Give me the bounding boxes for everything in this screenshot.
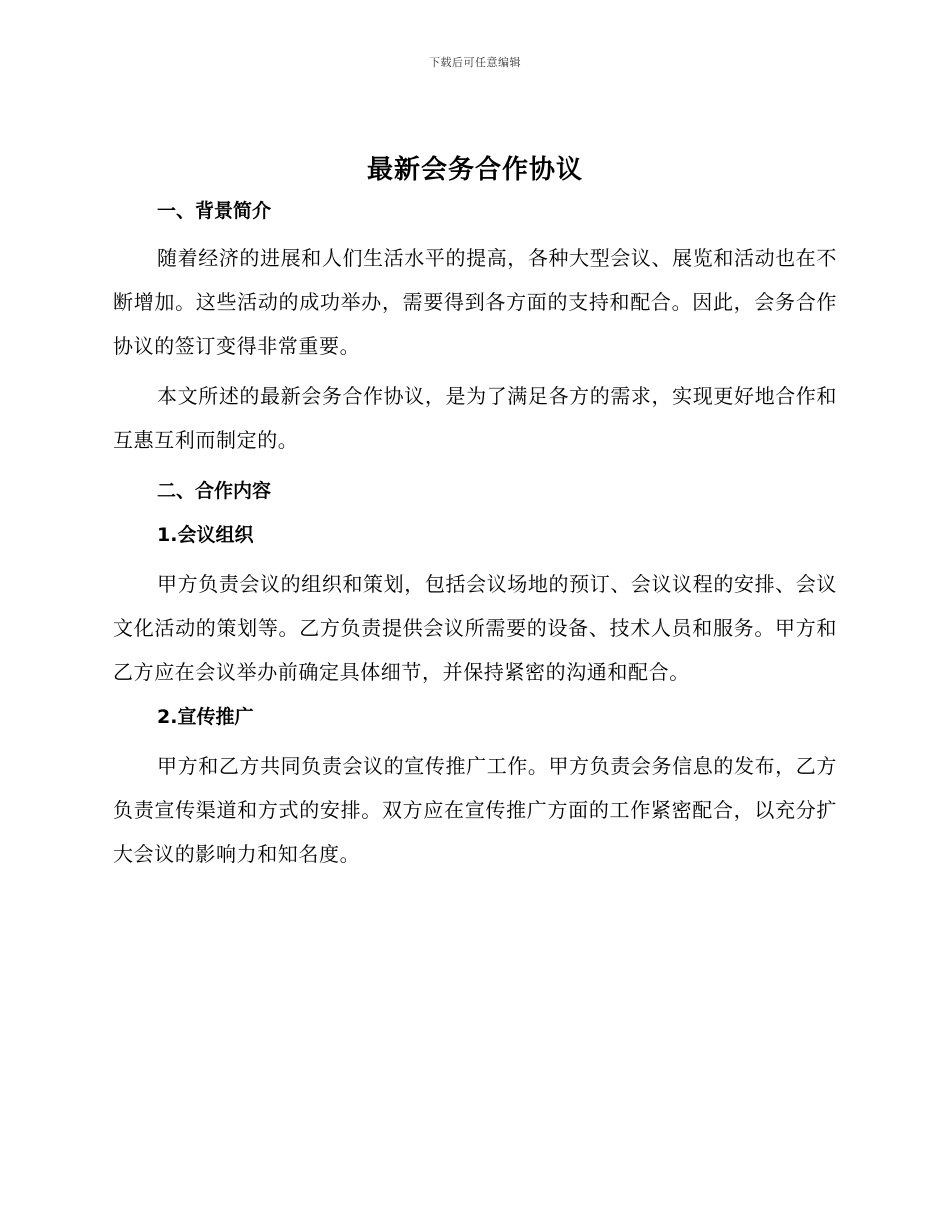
paragraph-meeting-organization: 甲方负责会议的组织和策划，包括会议场地的预订、会议议程的安排、会议文化活动的策划等。乙方负责提供会议所需要的设备、技术人员和服务。甲方和乙方应在会议举办前确定具体细节，并保持紧密的沟通和配合。 (113, 572, 837, 684)
paragraph-background-1: 随着经济的进展和人们生活水平的提高，各种大型会议、展览和活动也在不断增加。这些活动的成功举办，需要得到各方面的支持和配合。因此，会务合作协议的签订变得非常重要。 (113, 246, 837, 358)
subheading-meeting-organization: 1.会议组织 (157, 524, 254, 546)
subheading-promotion: 2.宣传推广 (157, 706, 254, 728)
paragraph-background-2: 本文所述的最新会务合作协议，是为了满足各方的需求，实现更好地合作和互惠互利而制定的。 (113, 384, 837, 452)
header-note: 下载后可任意编辑 (429, 56, 521, 69)
section-heading-cooperation: 二、合作内容 (157, 480, 272, 502)
section-heading-background: 一、背景简介 (157, 200, 272, 222)
document-title: 最新会务合作协议 (366, 155, 583, 185)
document-body (113, 150, 837, 882)
paragraph-promotion: 甲方和乙方共同负责会议的宣传推广工作。甲方负责会务信息的发布，乙方负责宣传渠道和方式的安排。双方应在宣传推广方面的工作紧密配合，以充分扩大会议的影响力和知名度。 (113, 754, 837, 866)
